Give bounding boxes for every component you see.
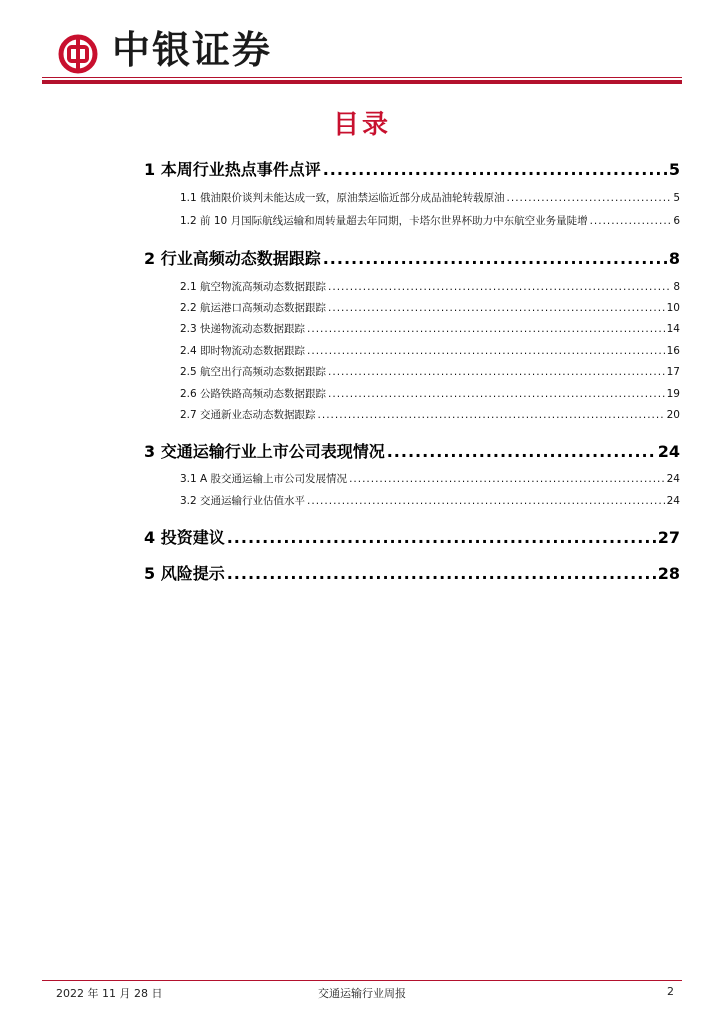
- toc-leader-dots: [318, 409, 665, 421]
- toc-leader-dots: [328, 366, 665, 378]
- toc-entry-page: 24: [666, 495, 680, 507]
- toc-subsection-entry[interactable]: [180, 364, 680, 379]
- toc-entry-page: 24: [666, 473, 680, 485]
- toc-leader-dots: [323, 160, 667, 179]
- toc-subsection-entry[interactable]: [180, 471, 680, 486]
- toc-entry-label: 3.1 A 股交通运输上市公司发展情况: [180, 473, 348, 485]
- toc-section-entry[interactable]: [144, 246, 680, 269]
- toc-subsection-entry[interactable]: [180, 343, 680, 358]
- footer-divider: [42, 980, 682, 981]
- toc-entry-page: 14: [666, 323, 680, 335]
- toc-leader-dots: [307, 345, 665, 357]
- toc-subsection-entry[interactable]: [180, 386, 680, 401]
- toc-section-entry[interactable]: [144, 525, 680, 548]
- toc-entry-label: 2.5 航空出行高频动态数据跟踪: [180, 366, 327, 378]
- toc-entry-label: 2.2 航运港口高频动态数据跟踪: [180, 302, 327, 314]
- toc-subsection-entry[interactable]: [180, 300, 680, 315]
- toc-entry-page: 8: [673, 281, 680, 293]
- toc-entry-label: 2.1 航空物流高频动态数据跟踪: [180, 281, 327, 293]
- toc-entry-page: 8: [668, 249, 680, 268]
- toc-entry-label: 5 风险提示: [144, 564, 225, 583]
- toc-entry-label: 1.1 俄油限价谈判未能达成一致，原油禁运临近部分成品油轮转载原油: [180, 192, 505, 204]
- toc-subsection-entry[interactable]: [180, 190, 680, 205]
- toc-leader-dots: [307, 495, 665, 507]
- toc-subsection-entry[interactable]: [180, 213, 680, 228]
- header-divider-thin: [42, 77, 682, 78]
- toc-leader-dots: [349, 473, 665, 485]
- toc-leader-dots: [323, 249, 667, 268]
- toc-entry-page: 24: [657, 442, 680, 461]
- toc-entry-page: 17: [666, 366, 680, 378]
- toc-leader-dots: [328, 281, 671, 293]
- footer-page-number: 2: [667, 985, 674, 998]
- header-divider-thick: [42, 80, 682, 84]
- toc-section-entry[interactable]: [144, 561, 680, 584]
- toc-leader-dots: [307, 323, 665, 335]
- toc-entry-label: 2 行业高频动态数据跟踪: [144, 249, 321, 268]
- toc-entry-label: 4 投资建议: [144, 528, 225, 547]
- toc-entry-label: 2.6 公路铁路高频动态数据跟踪: [180, 388, 327, 400]
- toc-leader-dots: [227, 528, 656, 547]
- brand-name: 中银证券: [112, 27, 273, 72]
- toc-subsection-entry[interactable]: [180, 407, 680, 422]
- toc-leader-dots: [507, 192, 672, 204]
- toc-entry-label: 2.4 即时物流动态数据跟踪: [180, 345, 306, 357]
- toc-leader-dots: [328, 388, 665, 400]
- toc-entry-label: 2.3 快递物流动态数据跟踪: [180, 323, 306, 335]
- toc-entry-label: 1.2 前 10 月国际航线运输和周转量超去年同期，卡塔尔世界杯助力中东航空业务量陡增: [180, 215, 588, 227]
- footer-date: 2022 年 11 月 28 日: [56, 987, 163, 1000]
- toc-subsection-entry[interactable]: [180, 321, 680, 336]
- page-header: [0, 0, 724, 90]
- toc-section-entry[interactable]: [144, 157, 680, 180]
- toc-leader-dots: [590, 215, 672, 227]
- toc-entry-page: 10: [666, 302, 680, 314]
- toc-subsection-entry[interactable]: [180, 493, 680, 508]
- toc-entry-label: 3.2 交通运输行业估值水平: [180, 495, 306, 507]
- bank-of-china-logo-icon: [58, 34, 98, 74]
- toc-leader-dots: [387, 442, 656, 461]
- toc-entry-label: 2.7 交通新业态动态数据跟踪: [180, 409, 316, 421]
- toc-entry-page: 6: [673, 215, 680, 227]
- toc-entry-page: 16: [666, 345, 680, 357]
- footer-report-name: 交通运输行业周报: [318, 987, 406, 1000]
- toc-entry-page: 27: [657, 528, 680, 547]
- toc-entry-page: 20: [666, 409, 680, 421]
- toc-subsection-entry[interactable]: [180, 279, 680, 294]
- toc-entry-page: 28: [657, 564, 680, 583]
- toc-entry-label: 1 本周行业热点事件点评: [144, 160, 321, 179]
- toc-title: 目录: [332, 110, 391, 140]
- toc-entry-page: 5: [673, 192, 680, 204]
- toc-leader-dots: [328, 302, 665, 314]
- toc-entry-page: 19: [666, 388, 680, 400]
- toc-entry-page: 5: [668, 160, 680, 179]
- toc-entry-label: 3 交通运输行业上市公司表现情况: [144, 442, 385, 461]
- toc-section-entry[interactable]: [144, 439, 680, 462]
- toc-leader-dots: [227, 564, 656, 583]
